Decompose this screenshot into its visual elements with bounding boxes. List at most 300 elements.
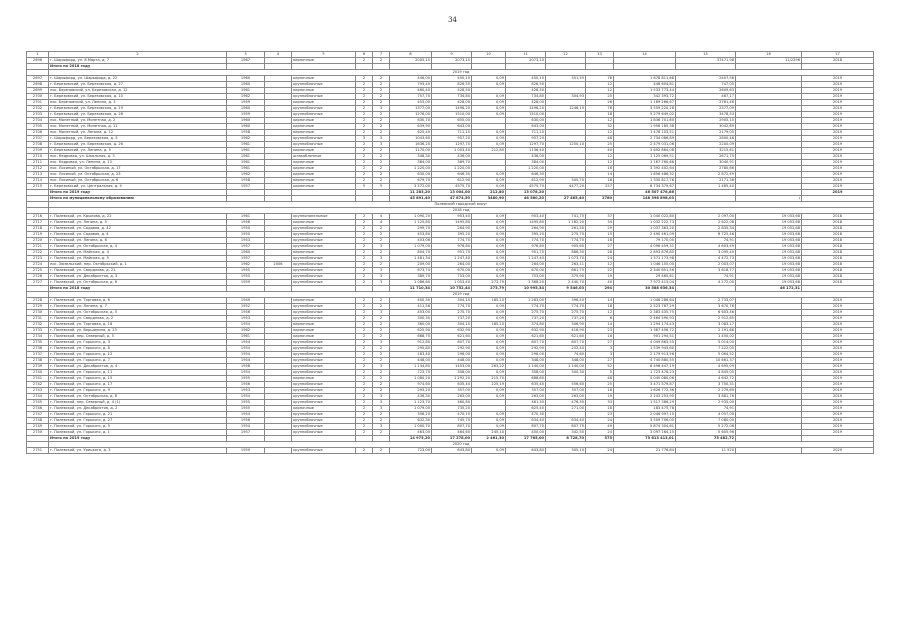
table-cell: 2 872,49 <box>676 172 736 178</box>
table-cell: пос. Березовский, ул. Ленина, д. 3 <box>49 100 227 106</box>
table-cell: 2735 <box>27 340 49 346</box>
table-cell: 0,09 <box>472 274 506 280</box>
table-cell: 2 <box>373 178 390 184</box>
table-cell: г. Полевской, ул. Горького, д. 11 <box>49 370 227 376</box>
table-cell: 450,10 <box>506 76 546 82</box>
table-cell: 1954 <box>227 394 265 400</box>
table-cell: 17 765,00 <box>506 436 546 442</box>
table-cell: 2733 <box>27 328 49 334</box>
table-cell: 0,09 <box>472 184 506 190</box>
table-cell: 3 <box>373 136 390 142</box>
table-cell: 29 460,61 <box>614 274 676 280</box>
table-cell: 1 037 363,20 <box>614 226 676 232</box>
table-cell: 2019 <box>802 124 874 130</box>
table-cell: 5 874 304,61 <box>614 424 676 430</box>
table-cell: 436,00 <box>506 154 546 160</box>
table-cell: 2019 <box>802 358 874 364</box>
table-cell: 304,10 <box>432 298 472 304</box>
table-cell: 23 <box>586 412 614 418</box>
table-cell: 2 <box>356 94 373 100</box>
table-cell: 2018 <box>802 244 874 250</box>
table-cell: г. Полевской, ул. Горького, д. 15 <box>49 376 227 382</box>
table-cell: 1 079,00 <box>390 406 432 412</box>
table-cell: 470,10 <box>432 412 472 418</box>
table-cell: 2019 <box>802 112 874 118</box>
table-cell: 2019 <box>802 136 874 142</box>
table-cell: крупноблочные <box>292 358 356 364</box>
table-cell: г. Полевской, ул. Горького, д. 8 <box>49 346 227 352</box>
table-cell: 1 294 174,43 <box>614 322 676 328</box>
table-cell: 1962 <box>227 262 265 268</box>
table-cell: 2 <box>373 304 390 310</box>
table-cell: 2 <box>356 220 373 226</box>
table-cell: 2 <box>373 148 390 154</box>
table-cell: 13 078,20 <box>506 190 546 196</box>
table-cell: 826,50 <box>506 82 546 88</box>
table-cell: 0,09 <box>472 250 506 256</box>
table-cell: 436,30 <box>390 394 432 400</box>
table-cell: 18 <box>586 238 614 244</box>
table-cell: 261,50 <box>546 226 586 232</box>
table-cell: 2019 <box>802 304 874 310</box>
table-cell: 1954 <box>227 370 265 376</box>
table-cell: 2698 <box>27 82 49 88</box>
table-cell: 52 <box>586 364 614 370</box>
column-number: 11 <box>506 52 546 58</box>
table-cell: 2019 <box>802 430 874 436</box>
table-cell: 460,40 <box>390 88 432 94</box>
table-cell: 16 <box>586 334 614 340</box>
table-cell: 2 <box>356 274 373 280</box>
table-cell: 2019 <box>802 418 874 424</box>
table-cell: 2740 <box>27 370 49 376</box>
table-cell: 1297,70 <box>432 142 472 148</box>
table-cell: 1496,20 <box>432 106 472 112</box>
column-number: 12 <box>546 52 586 58</box>
table-cell: 48 580,20 <box>506 196 546 202</box>
table-cell: 2 <box>373 370 390 376</box>
table-cell: 2708 <box>27 142 49 148</box>
table-cell: 1495,80 <box>506 220 546 226</box>
table-cell: 2019 <box>802 352 874 358</box>
table-cell: 643,80 <box>506 448 546 454</box>
table-cell: 2018 <box>802 262 874 268</box>
table-cell: 25 <box>586 142 614 148</box>
table-cell: 2018 <box>802 214 874 220</box>
table-cell: 2019 <box>802 298 874 304</box>
table-cell: 225,19 <box>472 382 506 388</box>
table-cell: г. Березовский, ул. Березовская, д. 28 <box>49 112 227 118</box>
table-cell: 2714 <box>27 178 49 184</box>
table-cell: крупноблочные <box>292 364 356 370</box>
table-cell: 1961 <box>227 142 265 148</box>
table-cell: 632,90 <box>506 328 546 334</box>
table-cell: 4575,70 <box>506 184 546 190</box>
table-cell: 275,70 <box>506 310 546 316</box>
table-cell: 273,79 <box>472 286 506 292</box>
table-cell: 2 <box>356 358 373 364</box>
table-cell: 2734 <box>27 334 49 340</box>
table-cell: 4 472,73 <box>676 256 736 262</box>
table-cell: 7 222,05 <box>676 346 736 352</box>
table-cell: 40 <box>586 148 614 154</box>
table-cell: 264,90 <box>506 226 546 232</box>
table-cell: 19 053,68 <box>736 220 802 226</box>
table-cell: 670,00 <box>432 268 472 274</box>
table-cell: 2 <box>373 322 390 328</box>
table-cell: 1636,20 <box>390 142 432 148</box>
table-row <box>27 448 874 454</box>
table-cell: 2 <box>373 226 390 232</box>
table-cell: 2019 <box>802 394 874 400</box>
table-cell: 1958 <box>227 178 265 184</box>
table-cell: 342,50 <box>546 430 586 436</box>
table-cell: 3 095,40 <box>676 250 736 256</box>
table-cell: 723,70 <box>390 370 432 376</box>
table-cell: 2703 <box>27 112 49 118</box>
table-cell: 2 <box>356 178 373 184</box>
table-cell: 2019 <box>802 148 874 154</box>
table-cell: кирпичные <box>292 76 356 82</box>
table-cell: 2 <box>356 160 373 166</box>
table-cell: 2019 <box>802 88 874 94</box>
table-cell: 12 <box>586 88 614 94</box>
column-number: 6 <box>356 52 373 58</box>
table-cell: 2019 <box>802 160 874 166</box>
table-cell: 757,70 <box>390 94 432 100</box>
table-cell: крупноблочные <box>292 310 356 316</box>
table-cell: 2073,10 <box>432 58 472 64</box>
table-cell: 1960 <box>227 106 265 112</box>
table-cell: 1956 <box>227 418 265 424</box>
column-number: 5 <box>292 52 356 58</box>
table-cell: 2 <box>373 262 390 268</box>
table-cell: 428,50 <box>432 88 472 94</box>
table-cell: 0,09 <box>472 94 506 100</box>
table-cell: 632,90 <box>432 328 472 334</box>
table-cell: 5 040 080,06 <box>614 376 676 382</box>
table-cell: 2747 <box>27 412 49 418</box>
table-cell: 148 398 898,03 <box>614 196 676 202</box>
table-cell: крупноблочные <box>292 280 356 286</box>
table-cell: 2 <box>373 82 390 88</box>
table-cell: 903,40 <box>432 214 472 220</box>
table-cell: 2741 <box>27 376 49 382</box>
table-cell: 2722 <box>27 250 49 256</box>
table-cell: 3 097 164,15 <box>614 430 676 436</box>
table-cell: 901 294,51 <box>614 334 676 340</box>
table-cell: 19 053,68 <box>736 280 802 286</box>
table-cell: 1959 <box>227 100 265 106</box>
table-cell: 4 642,72 <box>676 376 736 382</box>
table-cell: 2717 <box>27 220 49 226</box>
table-cell: 2 <box>373 88 390 94</box>
table-cell: 2 <box>373 160 390 166</box>
table-cell: 1962 <box>227 94 265 100</box>
table-cell: 2724 <box>27 262 49 268</box>
table-cell: 215,70 <box>472 376 506 382</box>
table-cell: 2746 <box>27 406 49 412</box>
table-cell: 4477,20 <box>546 184 586 190</box>
table-cell: 2019 <box>802 364 874 370</box>
table-cell: г. Полевской, ул. Садовая, д. 4 <box>49 232 227 238</box>
table-cell: 6 496 447,19 <box>614 364 676 370</box>
table-cell: 0,09 <box>472 232 506 238</box>
table-cell: пос. Кедровка, ул. Ленина, д. 13 <box>49 160 227 166</box>
table-cell: г. Полевской, ул. Торговая, д. 6 <box>49 298 227 304</box>
table-cell: 212,80 <box>472 148 506 154</box>
table-cell: г. Полевской, ул. Ленина, д. 7 <box>49 304 227 310</box>
table-cell: 18 <box>586 388 614 394</box>
table-cell: 5 <box>586 370 614 376</box>
table-cell: 293,20 <box>390 388 432 394</box>
table-cell: 1 723 476,23 <box>614 370 676 376</box>
table-cell: 2377,09 <box>676 106 736 112</box>
table-cell: 634,40 <box>506 418 546 424</box>
table-cell: 2725 <box>27 268 49 274</box>
table-cell: 2716 <box>27 214 49 220</box>
table-cell: 793,40 <box>390 82 432 88</box>
table-cell: крупноблочные <box>292 106 356 112</box>
table-cell: 625,40 <box>506 406 546 412</box>
table-cell: 2732 <box>27 322 49 328</box>
table-cell: 3480,90 <box>472 196 506 202</box>
table-cell: 3 <box>373 394 390 400</box>
table-cell: 2710 <box>27 154 49 160</box>
table-cell: 245,10 <box>472 430 506 436</box>
table-cell: 19 <box>586 274 614 280</box>
table-cell: 2 <box>373 130 390 136</box>
table-cell: 905,60 <box>546 244 586 250</box>
table-cell: 3 750,31 <box>676 382 736 388</box>
table-cell: 0,09 <box>472 304 506 310</box>
table-cell: 185,10 <box>472 322 506 328</box>
table-cell: 463,00 <box>390 430 432 436</box>
table-cell: 1510,00 <box>506 112 546 118</box>
table-cell: 2 912,65 <box>676 316 736 322</box>
table-cell: 1 220,00 <box>432 166 472 172</box>
table-cell: 2019 <box>802 370 874 376</box>
table-cell: 2019 <box>802 142 874 148</box>
table-cell: 0,09 <box>472 412 506 418</box>
table-cell: 30 588 636,34 <box>614 286 676 292</box>
table-cell: 976,80 <box>506 244 546 250</box>
column-number: 3 <box>227 52 265 58</box>
table-cell: 2 935,00 <box>676 400 736 406</box>
table-cell: 2 <box>356 328 373 334</box>
table-cell: 0,09 <box>472 310 506 316</box>
table-cell: 2 <box>373 76 390 82</box>
table-cell: 2 622,08 <box>676 220 736 226</box>
table-cell: 28 <box>586 250 614 256</box>
table-cell: 75 613 413,01 <box>614 436 676 442</box>
table-cell: 747,05 <box>676 82 736 88</box>
table-cell: г. Полевской, ул. Горького, д. 3 <box>49 340 227 346</box>
table-cell: 974,60 <box>390 382 432 388</box>
table-cell: 1954 <box>227 352 265 358</box>
table-cell: 1276,00 <box>390 112 432 118</box>
table-cell: 634,40 <box>546 418 586 424</box>
table-cell: 2073,10 <box>506 58 546 64</box>
table-cell: 2 <box>356 352 373 358</box>
table-cell: 0,09 <box>472 346 506 352</box>
table-cell: кирпичные <box>292 58 356 64</box>
table-cell: 18 <box>586 112 614 118</box>
table-cell: 1 167 760,66 <box>614 160 676 166</box>
table-cell: 271,00 <box>546 406 586 412</box>
table-cell: 2 <box>373 430 390 436</box>
table-cell: крупноблочные <box>292 238 356 244</box>
table-cell: Итого по 2019 году <box>49 190 227 196</box>
page-number: 34 <box>448 16 457 24</box>
table-cell: 2018 <box>802 220 874 226</box>
table-cell: 753,00 <box>432 274 472 280</box>
table-cell: 774,70 <box>432 238 472 244</box>
table-cell: 2 <box>373 376 390 382</box>
table-cell: 0,09 <box>472 340 506 346</box>
table-cell: г. Полевской, ул. Октябрьская, д. 5 <box>49 310 227 316</box>
table-cell: крупноблочные <box>292 394 356 400</box>
table-cell: 6 <box>586 316 614 322</box>
table-cell: крупноблочные <box>292 448 356 454</box>
table-cell: 2 <box>356 214 373 220</box>
table-cell: 23 <box>586 328 614 334</box>
table-cell: 3 <box>356 136 373 142</box>
table-cell: 14 <box>586 172 614 178</box>
table-cell: 2018 <box>802 256 874 262</box>
table-cell: 1960 <box>227 76 265 82</box>
table-cell: 304,93 <box>546 94 586 100</box>
table-cell: г. Полевской, ул. Ленина, д. 5 <box>49 220 227 226</box>
table-cell: 2 733,07 <box>676 298 736 304</box>
table-cell: 957,20 <box>506 136 546 142</box>
table-cell: 263,00 <box>506 394 546 400</box>
table-cell: 2019 <box>802 184 874 190</box>
table-cell: 2 <box>356 130 373 136</box>
table-cell: 384,00 <box>390 160 432 166</box>
table-cell: 3 <box>373 310 390 316</box>
table-cell: 2 <box>373 238 390 244</box>
table-cell: 807,70 <box>546 424 586 430</box>
table-cell: 1 571 173,98 <box>614 256 676 262</box>
table-cell: 2 <box>373 94 390 100</box>
table-cell: 467,17 <box>676 94 736 100</box>
table-cell: 1955 <box>227 400 265 406</box>
table-cell: 2721 <box>27 244 49 250</box>
table-cell: 19 053,68 <box>736 232 802 238</box>
table-cell: 2 <box>373 298 390 304</box>
table-cell: 48 <box>586 376 614 382</box>
table-cell: 753,00 <box>506 274 546 280</box>
table-cell: 1954 <box>227 424 265 430</box>
table-cell: г. Полевской, ул. Октябрьская, д. 4 <box>49 244 227 250</box>
table-cell: 2712 <box>27 166 49 172</box>
table-cell: 0,09 <box>472 172 506 178</box>
table-cell: 2019 <box>802 190 874 196</box>
table-cell: г. Полевской, ул. Свердлова, д. 21 <box>49 268 227 274</box>
table-cell: 3 392 402,64 <box>614 166 676 172</box>
table-cell: 22 <box>586 268 614 274</box>
table-cell: 2171,36 <box>676 178 736 184</box>
table-cell: 951,70 <box>432 250 472 256</box>
table-cell: 2 440,70 <box>546 280 586 286</box>
column-number: 8 <box>390 52 432 58</box>
table-cell: 0,09 <box>472 388 506 394</box>
table-cell: 2 383 435,75 <box>614 310 676 316</box>
table-cell: 7 080,00 <box>676 418 736 424</box>
table-cell: 428,00 <box>432 100 472 106</box>
table-cell: 2 <box>356 412 373 418</box>
table-cell: 12 <box>586 160 614 166</box>
table-cell: 49 <box>586 424 614 430</box>
table-cell: 1 040 022,80 <box>614 214 676 220</box>
table-cell: 10 995,34 <box>506 286 546 292</box>
table-cell: 2019 <box>802 106 874 112</box>
table-cell: 74,91 <box>676 274 736 280</box>
table-cell: крупноблочные <box>292 382 356 388</box>
table-cell: 461,30 <box>506 400 546 406</box>
table-cell: 428,50 <box>506 88 546 94</box>
table-cell: 2700 <box>27 94 49 100</box>
table-cell: 2 <box>356 280 373 286</box>
table-cell: 3040,91 <box>676 160 736 166</box>
table-cell: 34 <box>586 220 614 226</box>
table-cell: 1 189 266,67 <box>614 100 676 106</box>
table-cell: 2 <box>356 388 373 394</box>
table-cell: 19 053,68 <box>736 226 802 232</box>
table-cell: 2748 <box>27 418 49 424</box>
table-cell: г. Шарыфорд, ул. Березовская, д. 5 <box>49 136 227 142</box>
table-cell: 4 172,00 <box>676 280 736 286</box>
table-cell: 12 <box>586 154 614 160</box>
table-cell: 1961 <box>227 154 265 160</box>
table-cell: 1956 <box>227 220 265 226</box>
table-cell: кирпичные <box>292 88 356 94</box>
table-cell: 27 465,40 <box>546 196 586 202</box>
table-cell: 1 956 185,38 <box>614 124 676 130</box>
table-cell: 48 <box>586 136 614 142</box>
table-cell: 3 <box>373 106 390 112</box>
table-cell: 1958 <box>227 130 265 136</box>
table-cell: 2019 <box>802 82 874 88</box>
table-cell: 296,00 <box>432 352 472 358</box>
table-cell: 625,40 <box>390 130 432 136</box>
section-title: 2019 год <box>49 70 874 76</box>
table-cell: 389,70 <box>432 160 472 166</box>
table-cell: 47 874,50 <box>432 196 472 202</box>
table-cell: 2019 <box>802 94 874 100</box>
table-cell: 2 490 461,09 <box>614 232 676 238</box>
section-title: 2018 год <box>49 208 874 214</box>
table-cell: 2 <box>356 238 373 244</box>
table-cell: 807,70 <box>506 340 546 346</box>
table-cell: 2 <box>356 148 373 154</box>
table-cell: 348,00 <box>506 358 546 364</box>
table-cell: 737,20 <box>432 316 472 322</box>
table-cell: 2715 <box>27 184 49 190</box>
table-cell: 2 <box>373 172 390 178</box>
table-cell: 464,60 <box>432 430 472 436</box>
table-cell: 0,09 <box>472 334 506 340</box>
table-cell: 1 878 811,68 <box>614 76 676 82</box>
table-cell: 19 053,68 <box>736 262 802 268</box>
table-cell: 630,00 <box>506 118 546 124</box>
table-cell: 670,00 <box>506 268 546 274</box>
table-cell: 29 <box>586 226 614 232</box>
table-cell: 448,00 <box>432 358 472 364</box>
table-cell: 612,90 <box>506 178 546 184</box>
table-cell: 2750 <box>27 430 49 436</box>
